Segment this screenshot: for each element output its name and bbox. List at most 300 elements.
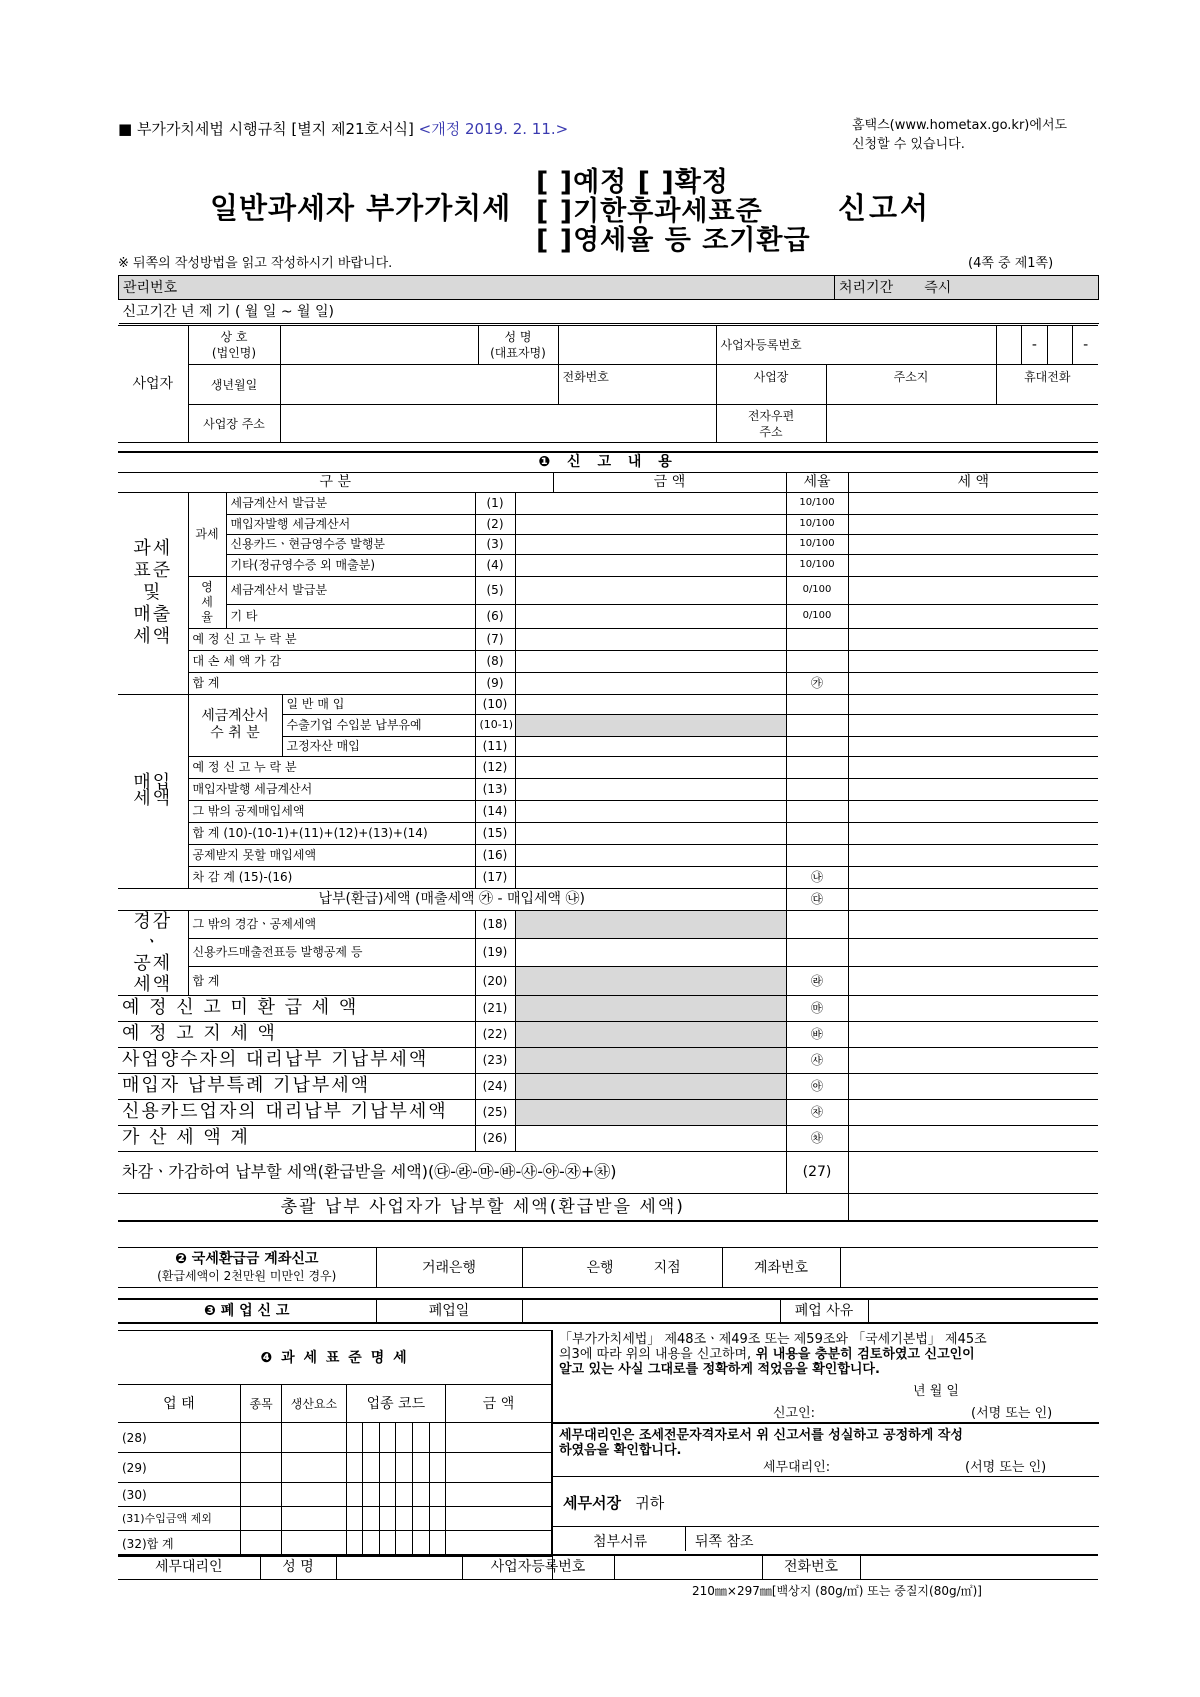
row-no-22: (22) bbox=[475, 1021, 515, 1047]
code-28-6[interactable] bbox=[429, 1423, 446, 1453]
tax-14[interactable] bbox=[848, 800, 1098, 822]
amount-12[interactable] bbox=[515, 756, 786, 778]
row-label-18: 그 밖의 경감ㆍ공제세액 bbox=[188, 910, 475, 938]
address-label: 사업장 주소 bbox=[188, 405, 280, 443]
email-l1: 전자우편 bbox=[747, 408, 795, 423]
business-info-table bbox=[118, 325, 1098, 443]
amount-15[interactable] bbox=[515, 822, 786, 844]
code-31-6[interactable] bbox=[429, 1507, 446, 1531]
tax-17[interactable] bbox=[848, 866, 1098, 888]
row-label-3: 신용카드ㆍ현금영수증 발행분 bbox=[226, 534, 475, 554]
item-28[interactable] bbox=[240, 1423, 281, 1453]
tax-1[interactable] bbox=[848, 492, 1098, 514]
row-no-10-1: (10-1) bbox=[475, 714, 515, 736]
code-32-2[interactable] bbox=[363, 1531, 380, 1557]
amount-26[interactable] bbox=[515, 1125, 786, 1151]
tax-3[interactable] bbox=[848, 534, 1098, 554]
bank-label: 거래은행 bbox=[376, 1248, 522, 1288]
paper-spec: 210㎜×297㎜[백상지 (80g/㎡) 또는 중질지(80g/㎡)] bbox=[692, 1584, 982, 1598]
rate-10-1 bbox=[786, 714, 848, 736]
row-label-1: 세금계산서 발급분 bbox=[226, 492, 475, 514]
company-name-l1: 상 호 bbox=[220, 330, 248, 344]
prod-32[interactable] bbox=[282, 1531, 346, 1557]
tax-office-label: 세무서장 bbox=[563, 1494, 621, 1512]
code-29-5[interactable] bbox=[412, 1453, 429, 1483]
amount-1[interactable] bbox=[515, 492, 786, 514]
code-32-3[interactable] bbox=[379, 1531, 396, 1557]
col-tax: 세 액 bbox=[848, 472, 1098, 492]
representative-label bbox=[478, 326, 558, 365]
code-28-3[interactable] bbox=[379, 1423, 396, 1453]
tax-23[interactable] bbox=[848, 1047, 1098, 1073]
tax-9[interactable] bbox=[848, 672, 1098, 694]
row-label-23: 사업양수자의 대리납부 기납부세액 bbox=[118, 1047, 475, 1073]
form-title: 일반과세자 부가가치세 bbox=[210, 191, 512, 225]
amount-10[interactable] bbox=[515, 694, 786, 714]
title-option-2: [ ]기한후과세표준 bbox=[536, 196, 763, 227]
col-business-type: 업 태 bbox=[118, 1385, 240, 1423]
amount-9[interactable] bbox=[515, 672, 786, 694]
tax-12[interactable] bbox=[848, 756, 1098, 778]
base-row-32: (32)합 계 bbox=[118, 1531, 240, 1557]
code-31-1[interactable] bbox=[346, 1507, 363, 1531]
code-31-3[interactable] bbox=[379, 1507, 396, 1531]
tax-25[interactable] bbox=[848, 1099, 1098, 1125]
row-label-13: 매입자발행 세금계산서 bbox=[188, 778, 475, 800]
row-label-19: 신용카드매출전표등 발행공제 등 bbox=[188, 938, 475, 966]
reduction-label bbox=[118, 910, 188, 995]
address-phone-label: 주소지 bbox=[826, 365, 996, 405]
tax-24[interactable] bbox=[848, 1073, 1098, 1099]
business-section-label: 사업자 bbox=[118, 326, 188, 443]
item-31[interactable] bbox=[240, 1507, 281, 1531]
bank-input[interactable] bbox=[522, 1248, 722, 1288]
code-30-5[interactable] bbox=[412, 1483, 429, 1507]
rate-12 bbox=[786, 756, 848, 778]
row-label-25: 신용카드업자의 대리납부 기납부세액 bbox=[118, 1099, 475, 1125]
row-no-18: (18) bbox=[475, 910, 515, 938]
code-32-1[interactable] bbox=[346, 1531, 363, 1557]
row-no-7: (7) bbox=[475, 628, 515, 650]
declaration-l3: 알고 있는 사실 그대로를 정확하게 적었음을 확인합니다. bbox=[559, 1362, 880, 1377]
amount-2[interactable] bbox=[515, 514, 786, 534]
row-no-21: (21) bbox=[475, 995, 515, 1021]
code-28-2[interactable] bbox=[363, 1423, 380, 1453]
declaration-block bbox=[552, 1330, 1099, 1580]
code-31-4[interactable] bbox=[396, 1507, 413, 1531]
sales-tax-label bbox=[118, 492, 188, 694]
management-table bbox=[118, 275, 1099, 324]
amt-32[interactable] bbox=[446, 1531, 552, 1557]
refund-account-label bbox=[118, 1248, 376, 1288]
prod-29[interactable] bbox=[282, 1453, 346, 1483]
registration-number-input[interactable] bbox=[996, 326, 1098, 365]
code-29-1[interactable] bbox=[346, 1453, 363, 1483]
closure-reason-input[interactable] bbox=[868, 1299, 1098, 1323]
row-no-14: (14) bbox=[475, 800, 515, 822]
row-label-10: 일 반 매 입 bbox=[282, 694, 475, 714]
declaration-l1: 「부가가치세법」 제48조ㆍ제49조 또는 제59조와 「국세기본법」 제45조 bbox=[559, 1332, 987, 1347]
amount-4[interactable] bbox=[515, 554, 786, 576]
row-label-8: 대 손 세 액 가 감 bbox=[188, 650, 475, 672]
amount-19[interactable] bbox=[515, 938, 786, 966]
amount-10-1 bbox=[515, 714, 786, 736]
tax-20[interactable] bbox=[848, 967, 1098, 995]
company-name-label bbox=[188, 326, 280, 365]
row-no-16: (16) bbox=[475, 844, 515, 866]
closure-reason-label: 폐업 사유 bbox=[780, 1299, 868, 1323]
row-no-20: (20) bbox=[475, 967, 515, 995]
amount-17[interactable] bbox=[515, 866, 786, 888]
zero-l2: 세 bbox=[201, 594, 213, 609]
mark-sa: ㉴ bbox=[786, 1047, 848, 1073]
row-label-24: 매입자 납부특례 기납부세액 bbox=[118, 1073, 475, 1099]
tax-21[interactable] bbox=[848, 995, 1098, 1021]
closure-title: ❸ 폐 업 신 고 bbox=[118, 1299, 376, 1323]
mark-na: ㉯ bbox=[786, 866, 848, 888]
attach-label: 첨부서류 bbox=[593, 1534, 648, 1550]
rate-19 bbox=[786, 938, 848, 966]
bottom-phone-label: 전화번호 bbox=[762, 1555, 860, 1579]
tax-2[interactable] bbox=[848, 514, 1098, 534]
code-30-4[interactable] bbox=[396, 1483, 413, 1507]
bottom-name-label: 성 명 bbox=[260, 1555, 336, 1579]
code-32-5[interactable] bbox=[412, 1531, 429, 1557]
amt-28[interactable] bbox=[446, 1423, 552, 1453]
registration-number-label bbox=[716, 326, 996, 365]
row-label-15: 합 계 (10)-(10-1)+(11)+(12)+(13)+(14) bbox=[188, 822, 475, 844]
code-28-1[interactable] bbox=[346, 1423, 363, 1453]
tax-22[interactable] bbox=[848, 1021, 1098, 1047]
hometax-line-1: 홈택스(www.hometax.go.kr)에서도 bbox=[852, 118, 1068, 133]
zero-l1: 영 bbox=[201, 579, 213, 594]
filer-label: 신고인: bbox=[773, 1406, 816, 1421]
rate-7 bbox=[786, 628, 848, 650]
instruction-note: ※ 뒤쪽의 작성방법을 읽고 작성하시기 바랍니다. bbox=[118, 256, 393, 271]
rate-11 bbox=[786, 736, 848, 756]
amount-3[interactable] bbox=[515, 534, 786, 554]
amount-11[interactable] bbox=[515, 736, 786, 756]
agent-info-table bbox=[118, 1554, 1098, 1580]
payable-tax-label: 납부(환급)세액 (매출세액 ㉮ - 매입세액 ㉯) bbox=[118, 888, 786, 910]
reg-no-text: 사업자등록번호 bbox=[720, 338, 802, 352]
col-amount-4: 금 액 bbox=[446, 1385, 552, 1423]
mark-da: ㉰ bbox=[786, 888, 848, 910]
row-no-12: (12) bbox=[475, 756, 515, 778]
reg-no-dash-2: - bbox=[1083, 337, 1089, 353]
bottom-name-input[interactable] bbox=[336, 1555, 462, 1579]
processing-period-value: 즉시 bbox=[924, 279, 952, 296]
refund-title: ❷ 국세환급금 계좌신고 bbox=[175, 1250, 319, 1267]
sales-label-l4: 매출 bbox=[133, 604, 173, 625]
row-label-26: 가 산 세 액 계 bbox=[118, 1125, 475, 1151]
amt-30[interactable] bbox=[446, 1483, 552, 1507]
row-label-5: 세금계산서 발급분 bbox=[226, 576, 475, 604]
row-no-2: (2) bbox=[475, 514, 515, 534]
reduction-l3: 공제 bbox=[133, 952, 173, 974]
tax-10-1[interactable] bbox=[848, 714, 1098, 736]
mark-cha: ㉷ bbox=[786, 1125, 848, 1151]
amount-22 bbox=[515, 1021, 786, 1047]
code-32-4[interactable] bbox=[396, 1531, 413, 1557]
processing-period-label: 처리기간 bbox=[839, 279, 894, 296]
amt-31[interactable] bbox=[446, 1507, 552, 1531]
code-30-2[interactable] bbox=[363, 1483, 380, 1507]
representative-l1: 성 명 bbox=[504, 330, 532, 344]
rate-4: 10/100 bbox=[786, 554, 848, 576]
prod-31[interactable] bbox=[282, 1507, 346, 1531]
account-input[interactable] bbox=[840, 1248, 1098, 1288]
code-28-5[interactable] bbox=[412, 1423, 429, 1453]
tax-7[interactable] bbox=[848, 628, 1098, 650]
reg-no-dash-1: - bbox=[1022, 326, 1048, 364]
base-row-28: (28) bbox=[118, 1423, 240, 1453]
bottom-reg-label: 사업자등록번호 bbox=[462, 1555, 614, 1579]
branch-unit: 지점 bbox=[653, 1259, 681, 1276]
title-option-1: [ ]예정 [ ]확정 bbox=[536, 167, 729, 198]
sales-label-l2: 표준 bbox=[133, 560, 173, 581]
row-label-22: 예 정 고 지 세 액 bbox=[118, 1021, 475, 1047]
col-division: 구 분 bbox=[118, 472, 553, 492]
row-no-5: (5) bbox=[475, 576, 515, 604]
representative-input[interactable] bbox=[558, 326, 716, 365]
hometax-line-2: 신청할 수 있습니다. bbox=[852, 137, 965, 152]
declaration-l2: 의3에 따라 위의 내용을 신고하며, bbox=[559, 1347, 752, 1362]
filer-sign[interactable]: (서명 또는 인) bbox=[971, 1406, 1053, 1421]
amount-8[interactable] bbox=[515, 650, 786, 672]
form-ref-text: ■ 부가가치세법 시행규칙 [별지 제21호서식] bbox=[118, 120, 414, 138]
filing-period: 신고기간 년 제 기 ( 월 일 ~ 월 일) bbox=[122, 303, 334, 320]
row-label-11: 고정자산 매입 bbox=[282, 736, 475, 756]
phone-label: 전화번호 bbox=[558, 365, 716, 405]
row-label-7: 예 정 신 고 누 락 분 bbox=[188, 628, 475, 650]
code-30-6[interactable] bbox=[429, 1483, 446, 1507]
revision-date: <개정 2019. 2. 11.> bbox=[418, 120, 569, 138]
mark-ja: ㉶ bbox=[786, 1099, 848, 1125]
closure-date-label: 폐업일 bbox=[376, 1299, 522, 1323]
col-rate: 세율 bbox=[786, 472, 848, 492]
hometax-notice bbox=[852, 116, 1102, 154]
refund-account-table bbox=[118, 1247, 1098, 1288]
row-no-4: (4) bbox=[475, 554, 515, 576]
email-label bbox=[716, 405, 826, 443]
final-tax-value[interactable] bbox=[848, 1151, 1098, 1193]
row-label-6: 기 타 bbox=[226, 604, 475, 628]
tax-6[interactable] bbox=[848, 604, 1098, 628]
tax-15[interactable] bbox=[848, 822, 1098, 844]
page-indicator: (4쪽 중 제1쪽) bbox=[968, 256, 1054, 271]
mark-ga: ㉮ bbox=[786, 672, 848, 694]
bottom-agent-label: 세무대리인 bbox=[118, 1555, 260, 1579]
code-31-2[interactable] bbox=[363, 1507, 380, 1531]
rate-18 bbox=[786, 910, 848, 938]
rate-2: 10/100 bbox=[786, 514, 848, 534]
tax-4[interactable] bbox=[848, 554, 1098, 576]
prod-28[interactable] bbox=[282, 1423, 346, 1453]
tax-11[interactable] bbox=[848, 736, 1098, 756]
processing-period-cell bbox=[835, 276, 1099, 300]
form-reference bbox=[118, 118, 568, 139]
row-label-12: 예 정 신 고 누 락 분 bbox=[188, 756, 475, 778]
amount-13[interactable] bbox=[515, 778, 786, 800]
taxable-label: 과세 bbox=[188, 492, 226, 576]
row-label-17: 차 감 계 (15)-(16) bbox=[188, 866, 475, 888]
row-no-24: (24) bbox=[475, 1073, 515, 1099]
tax-office bbox=[563, 1492, 664, 1513]
row-no-15: (15) bbox=[475, 822, 515, 844]
row-label-21: 예 정 신 고 미 환 급 세 액 bbox=[118, 995, 475, 1021]
rate-5: 0/100 bbox=[786, 576, 848, 604]
row-no-23: (23) bbox=[475, 1047, 515, 1073]
tax-10[interactable] bbox=[848, 694, 1098, 714]
col-amount: 금 액 bbox=[553, 472, 786, 492]
management-number-label: 관리번호 bbox=[123, 279, 178, 296]
site-phone-label: 사업장 bbox=[716, 365, 826, 405]
tax-19[interactable] bbox=[848, 938, 1098, 966]
row-no-19: (19) bbox=[475, 938, 515, 966]
amount-18 bbox=[515, 910, 786, 938]
invoice-recv-l1: 세금계산서 bbox=[201, 708, 269, 724]
base-row-31: (31)수입금액 제외 bbox=[118, 1507, 240, 1531]
col-industry-code: 업종 코드 bbox=[346, 1385, 445, 1423]
representative-l2: (대표자명) bbox=[490, 346, 546, 360]
col-production: 생산요소 bbox=[282, 1385, 346, 1423]
reduction-l4: 세액 bbox=[133, 973, 173, 995]
email-l2: 주소 bbox=[759, 424, 783, 439]
amount-24 bbox=[515, 1073, 786, 1099]
birth-date-input[interactable] bbox=[280, 365, 558, 405]
code-29-4[interactable] bbox=[396, 1453, 413, 1483]
agent-decl-l1: 세무대리인은 조세전문자격자로서 위 신고서를 성실하고 공정하게 작성 bbox=[559, 1428, 963, 1443]
filing-period-cell[interactable] bbox=[119, 300, 1099, 324]
code-31-5[interactable] bbox=[412, 1507, 429, 1531]
sales-label-l5: 세액 bbox=[133, 626, 173, 647]
row-no-6: (6) bbox=[475, 604, 515, 628]
row-no-13: (13) bbox=[475, 778, 515, 800]
row-label-20: 합 계 bbox=[188, 967, 475, 995]
amount-25 bbox=[515, 1099, 786, 1125]
amt-29[interactable] bbox=[446, 1453, 552, 1483]
rate-1: 10/100 bbox=[786, 492, 848, 514]
address-input[interactable] bbox=[280, 405, 716, 443]
tax-16[interactable] bbox=[848, 844, 1098, 866]
rate-16 bbox=[786, 844, 848, 866]
tax-base-table bbox=[118, 1330, 552, 1557]
reduction-l2: ㆍ bbox=[143, 931, 163, 953]
mark-ra: ㉱ bbox=[786, 967, 848, 995]
item-30[interactable] bbox=[240, 1483, 281, 1507]
closure-date-input[interactable] bbox=[522, 1299, 780, 1323]
zero-rate-label bbox=[188, 576, 226, 628]
base-row-30: (30) bbox=[118, 1483, 240, 1507]
row-no-11: (11) bbox=[475, 736, 515, 756]
bottom-reg-input[interactable] bbox=[614, 1555, 762, 1579]
tax-base-title: ❹ 과 세 표 준 명 세 bbox=[118, 1331, 552, 1385]
management-number-cell[interactable] bbox=[119, 276, 835, 300]
code-32-6[interactable] bbox=[429, 1531, 446, 1557]
filing-content-table bbox=[118, 451, 1098, 1222]
amount-20 bbox=[515, 967, 786, 995]
row-no-25: (25) bbox=[475, 1099, 515, 1125]
rate-14 bbox=[786, 800, 848, 822]
section1-title: ❶ 신 고 내 용 bbox=[118, 452, 1098, 472]
amount-21 bbox=[515, 995, 786, 1021]
tax-13[interactable] bbox=[848, 778, 1098, 800]
mark-ba: ㉳ bbox=[786, 1021, 848, 1047]
sales-label-l1: 과세 bbox=[133, 538, 173, 559]
email-input[interactable] bbox=[826, 405, 1098, 443]
code-29-2[interactable] bbox=[363, 1453, 380, 1483]
closure-table bbox=[118, 1298, 1098, 1324]
base-row-29: (29) bbox=[118, 1453, 240, 1483]
rate-6: 0/100 bbox=[786, 604, 848, 628]
row-label-2: 매입자발행 세금계산서 bbox=[226, 514, 475, 534]
declaration-bold: 위 내용을 충분히 검토하였고 신고인이 bbox=[751, 1347, 975, 1362]
company-name-input[interactable] bbox=[280, 326, 478, 365]
mobile-label: 휴대전화 bbox=[996, 365, 1098, 405]
row-no-3: (3) bbox=[475, 534, 515, 554]
sales-label-l3: 및 bbox=[143, 582, 163, 603]
row-label-14: 그 밖의 공제매입세액 bbox=[188, 800, 475, 822]
amount-14[interactable] bbox=[515, 800, 786, 822]
row-no-1: (1) bbox=[475, 492, 515, 514]
amount-5[interactable] bbox=[515, 576, 786, 604]
tax-8[interactable] bbox=[848, 650, 1098, 672]
consolidated-tax-value[interactable] bbox=[848, 1193, 1098, 1221]
purchase-tax-label bbox=[118, 694, 188, 888]
rate-3: 10/100 bbox=[786, 534, 848, 554]
payable-tax-value[interactable] bbox=[848, 888, 1098, 910]
company-name-l2: (법인명) bbox=[211, 346, 257, 360]
row-label-10-1: 수출기업 수입분 납부유예 bbox=[282, 714, 475, 736]
amount-6[interactable] bbox=[515, 604, 786, 628]
birth-date-label: 생년월일 bbox=[188, 365, 280, 405]
code-30-1[interactable] bbox=[346, 1483, 363, 1507]
account-label: 계좌번호 bbox=[722, 1248, 840, 1288]
declaration-text bbox=[553, 1330, 1099, 1379]
bank-unit: 은행 bbox=[586, 1259, 614, 1276]
col-item: 종목 bbox=[240, 1385, 281, 1423]
row-label-9: 합 계 bbox=[188, 672, 475, 694]
tax-18[interactable] bbox=[848, 910, 1098, 938]
tax-5[interactable] bbox=[848, 576, 1098, 604]
mark-ma: ㉲ bbox=[786, 995, 848, 1021]
purchase-l2: 세액 bbox=[133, 788, 173, 809]
code-29-3[interactable] bbox=[379, 1453, 396, 1483]
invoice-received-label bbox=[188, 694, 282, 756]
item-29[interactable] bbox=[240, 1453, 281, 1483]
amount-23 bbox=[515, 1047, 786, 1073]
row-no-9: (9) bbox=[475, 672, 515, 694]
item-32[interactable] bbox=[240, 1531, 281, 1557]
prod-30[interactable] bbox=[282, 1483, 346, 1507]
mark-a: ㉵ bbox=[786, 1073, 848, 1099]
invoice-recv-l2: 수 취 분 bbox=[210, 725, 260, 741]
tax-26[interactable] bbox=[848, 1125, 1098, 1151]
agent-sign[interactable]: (서명 또는 인) bbox=[965, 1460, 1047, 1475]
row-no-8: (8) bbox=[475, 650, 515, 672]
row-label-16: 공제받지 못할 매입세액 bbox=[188, 844, 475, 866]
refund-subtitle: (환급세액이 2천만원 미만인 경우) bbox=[157, 1268, 337, 1283]
rate-15 bbox=[786, 822, 848, 844]
bottom-phone-input[interactable] bbox=[860, 1555, 1098, 1579]
code-28-4[interactable] bbox=[396, 1423, 413, 1453]
code-30-3[interactable] bbox=[379, 1483, 396, 1507]
agent-decl-l2: 하였음을 확인합니다. bbox=[559, 1443, 682, 1458]
amount-16[interactable] bbox=[515, 844, 786, 866]
code-29-6[interactable] bbox=[429, 1453, 446, 1483]
amount-7[interactable] bbox=[515, 628, 786, 650]
